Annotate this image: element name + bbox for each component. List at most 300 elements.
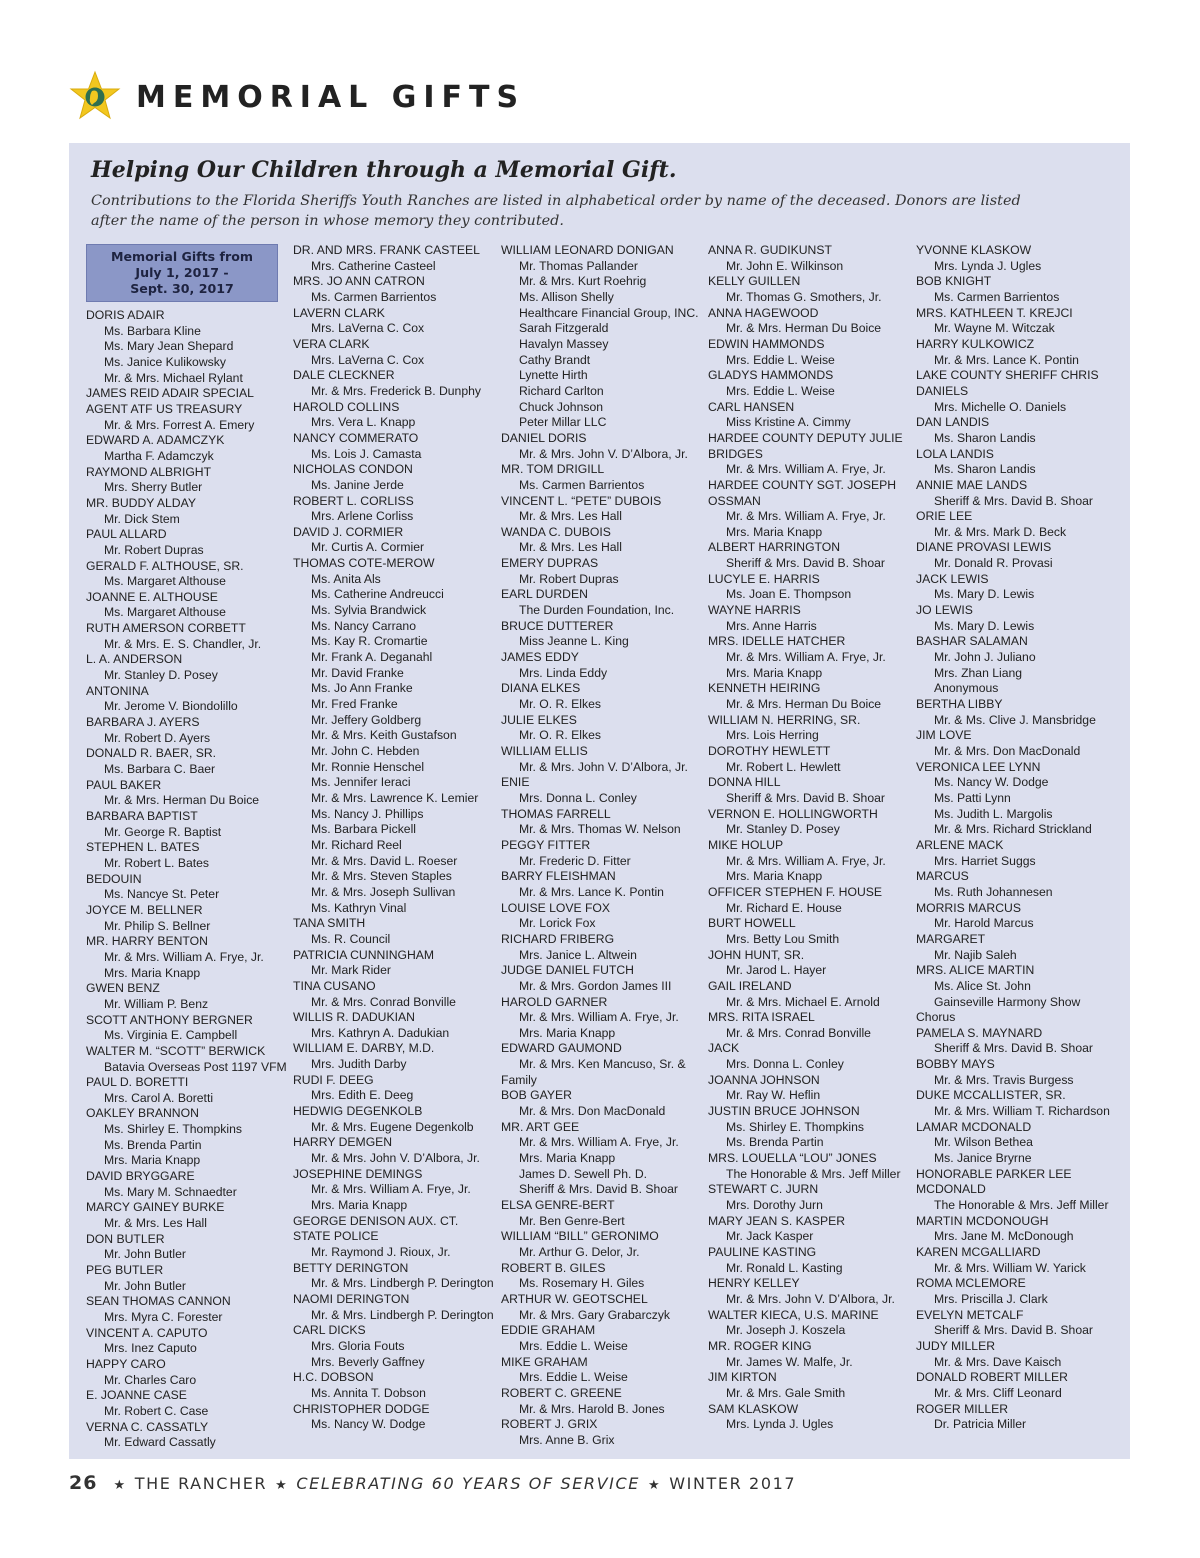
donor-name: Ms. Anita Als xyxy=(311,571,381,586)
honoree-name: GEORGE DENISON AUX. CT. xyxy=(293,1213,459,1228)
honoree-name: HARRY DEMGEN xyxy=(293,1135,393,1150)
donor-name: Sheriff & Mrs. David B. Shoar xyxy=(519,1182,678,1197)
honoree-name: LAMAR MCDONALD xyxy=(916,1119,1032,1134)
donor-name: Mr. & Mrs. Michael Rylant xyxy=(104,370,243,385)
donor-name: The Durden Foundation, Inc. xyxy=(519,603,675,618)
donor-name: Mr. Najib Saleh xyxy=(934,947,1017,962)
donor-name: Mrs. Gloria Fouts xyxy=(311,1338,405,1353)
donor-name: The Honorable & Mrs. Jeff Miller xyxy=(934,1198,1109,1213)
donor-name: Mrs. Sherry Butler xyxy=(104,480,203,495)
honoree-name: STEWART C. JURN xyxy=(708,1182,819,1197)
donor-name: Mr. & Mrs. Herman Du Boice xyxy=(726,697,882,712)
honoree-name: LAVERN CLARK xyxy=(293,305,385,320)
donor-name: Ms. Annita T. Dobson xyxy=(311,1385,426,1400)
donor-name: Mrs. Michelle O. Daniels xyxy=(934,399,1067,414)
donor-name: Mrs. Harriet Suggs xyxy=(934,853,1036,868)
donor-name: Mrs. Lois Herring xyxy=(726,728,819,743)
honoree-name: HARRY KULKOWICZ xyxy=(916,336,1035,351)
donor-name: Mr. Frank A. Deganahl xyxy=(311,650,433,665)
donor-name: Mrs. Zhan Liang xyxy=(934,665,1023,680)
honoree-name: NANCY COMMERATO xyxy=(293,430,419,445)
honoree-name: PAUL ALLARD xyxy=(86,527,167,542)
honoree-name: JACK LEWIS xyxy=(916,571,989,586)
donor-name: Mrs. Lynda J. Ugles xyxy=(726,1417,834,1432)
donor-name: Mr. & Mrs. Ken Mancuso, Sr. & xyxy=(519,1057,686,1072)
honoree-name: ROBERT B. GILES xyxy=(501,1260,606,1275)
donor-name: Mr. & Mrs. Eugene Degenkolb xyxy=(311,1119,474,1134)
memorial-gifts-panel xyxy=(69,143,1130,1459)
donor-name: Ms. Carmen Barrientos xyxy=(519,477,645,492)
donor-name: Dr. Patricia Miller xyxy=(934,1417,1027,1432)
donor-name: Mr. & Mrs. Mark D. Beck xyxy=(934,524,1067,539)
honoree-name: RUTH AMERSON CORBETT xyxy=(86,621,246,636)
donor-name: Sarah Fitzgerald xyxy=(519,321,609,336)
donor-name: Mr. & Mrs. Forrest A. Emery xyxy=(104,417,255,432)
honoree-name: ROBERT C. GREENE xyxy=(501,1385,622,1400)
memorial-column-2 xyxy=(293,243,498,1433)
honoree-name: MR. ROGER KING xyxy=(708,1338,812,1353)
donor-name: Mrs. Inez Caputo xyxy=(104,1341,197,1356)
donor-name: Mr. & Mrs. Travis Burgess xyxy=(934,1072,1074,1087)
donor-name: Mr. Wayne M. Witczak xyxy=(934,321,1055,336)
donor-name: Mr. & Mrs. William A. Frye, Jr. xyxy=(726,509,886,524)
honoree-name: DORIS ADAIR xyxy=(86,308,165,322)
honoree-name: PEGGY FITTER xyxy=(501,837,591,852)
donor-name: Ms. Joan E. Thompson xyxy=(726,587,852,602)
donor-name: Mr. & Mrs. Cliff Leonard xyxy=(934,1385,1062,1400)
donor-name: Mr. John Butler xyxy=(104,1278,186,1293)
donor-name-continued: Chorus xyxy=(916,1010,956,1025)
honoree-name: BETTY DERINGTON xyxy=(293,1260,409,1275)
donor-name: Mrs. Eddie L. Weise xyxy=(726,383,835,398)
donor-name: Mrs. Janice L. Altwein xyxy=(519,947,637,962)
donor-name: Mrs. Lynda J. Ugles xyxy=(934,258,1042,273)
donor-name: Mrs. Linda Eddy xyxy=(519,665,608,680)
donor-name: Sheriff & Mrs. David B. Shoar xyxy=(934,1041,1093,1056)
honoree-name: ORIE LEE xyxy=(916,509,973,524)
page-header xyxy=(68,70,525,124)
honoree-name: GWEN BENZ xyxy=(86,981,160,996)
honoree-name: JOYCE M. BELLNER xyxy=(86,902,203,917)
honoree-name: MARCUS xyxy=(916,869,969,884)
honoree-name: JULIE ELKES xyxy=(501,712,577,727)
donor-name: Mr. John C. Hebden xyxy=(311,744,420,758)
honoree-name: DOROTHY HEWLETT xyxy=(708,744,831,758)
donor-name: Cathy Brandt xyxy=(519,352,591,367)
donor-name: Sheriff & Mrs. David B. Shoar xyxy=(934,1323,1093,1338)
honoree-name: RICHARD FRIBERG xyxy=(501,931,615,946)
page-number: 26 xyxy=(69,1472,98,1494)
issue-label: WINTER 2017 xyxy=(669,1474,797,1493)
honoree-name: TINA CUSANO xyxy=(293,978,376,993)
donor-name: Mr. Curtis A. Cormier xyxy=(311,540,425,555)
honoree-name: HONORABLE PARKER LEE xyxy=(916,1166,1072,1181)
donor-name: Ms. Lois J. Camasta xyxy=(311,446,422,461)
honoree-name: YVONNE KLASKOW xyxy=(916,243,1032,257)
donor-name: Ms. Barbara Pickell xyxy=(311,822,416,837)
honoree-name: MRS. RITA ISRAEL xyxy=(708,1010,815,1025)
donor-name: Ms. Patti Lynn xyxy=(934,790,1011,805)
honoree-name: EDWARD A. ADAMCZYK xyxy=(86,433,225,448)
donor-name: Mr. & Mrs. John V. D’Albora, Jr. xyxy=(519,446,688,461)
donor-name: Ms. Kathryn Vinal xyxy=(311,900,407,915)
honoree-name: VERA CLARK xyxy=(293,336,370,351)
donor-name: Mr. Ronnie Henschel xyxy=(311,759,425,774)
honoree-name: BRUCE DUTTERER xyxy=(501,618,614,633)
donor-name: Mr. & Mrs. Lance K. Pontin xyxy=(934,352,1079,367)
donor-name: Mr. & Mrs. Gale Smith xyxy=(726,1385,846,1400)
donor-name: Mr. Richard Reel xyxy=(311,837,402,852)
donor-name: Ms. Brenda Partin xyxy=(726,1135,824,1150)
donor-name: Ms. Judith L. Margolis xyxy=(934,806,1053,821)
honoree-name: PAUL BAKER xyxy=(86,777,162,792)
donor-name: Mr. & Mrs. William A. Frye, Jr. xyxy=(726,462,886,477)
memorial-columns xyxy=(86,243,1126,1453)
donor-name: Mr. Robert Dupras xyxy=(519,571,619,586)
honoree-name: BRIDGES xyxy=(708,446,763,461)
donor-name: Mr. Dick Stem xyxy=(104,511,180,526)
honoree-name: ROMA MCLEMORE xyxy=(916,1276,1026,1291)
honoree-name: WALTER KIECA, U.S. MARINE xyxy=(708,1307,879,1322)
donor-name: Mr. William P. Benz xyxy=(104,996,209,1011)
honoree-name: KENNETH HEIRING xyxy=(708,681,821,696)
donor-name: Ms. Janice Kulikowsky xyxy=(104,354,226,369)
donor-name: Mr. James W. Malfe, Jr. xyxy=(726,1354,853,1369)
donor-name: Mr. & Mrs. Harold B. Jones xyxy=(519,1401,665,1416)
donor-name: Mr. & Mrs. Richard Strickland xyxy=(934,822,1092,837)
panel-headline: Helping Our Children through a Memorial Gift. xyxy=(91,157,677,183)
donor-name: Mrs. Maria Knapp xyxy=(519,1151,616,1166)
donor-name: Mr. Mark Rider xyxy=(311,963,391,978)
donor-name: Mrs. Arlene Corliss xyxy=(311,509,414,524)
donor-name: Ms. Jo Ann Franke xyxy=(311,681,413,696)
page-title: MEMORIAL GIFTS xyxy=(136,79,526,115)
honoree-name: MR. TOM DRIGILL xyxy=(501,462,605,477)
honoree-name: PATRICIA CUNNINGHAM xyxy=(293,947,435,962)
honoree-name: STATE POLICE xyxy=(293,1229,379,1244)
donor-name: Mrs. LaVerna C. Cox xyxy=(311,352,425,367)
donor-name: Mr. Robert Dupras xyxy=(104,542,204,557)
donor-name: Mrs. Maria Knapp xyxy=(726,665,823,680)
honoree-name: VINCENT L. “PETE” DUBOIS xyxy=(501,493,662,508)
donor-name: Mr. Robert C. Case xyxy=(104,1403,209,1418)
donor-name: Ms. Mary D. Lewis xyxy=(934,587,1035,602)
donor-name: Mr. Stanley D. Posey xyxy=(726,822,840,837)
honoree-name: SAM KLASKOW xyxy=(708,1401,799,1416)
donor-name: Mrs. Donna L. Conley xyxy=(726,1057,844,1072)
honoree-name: ANNA HAGEWOOD xyxy=(708,305,819,320)
honoree-name: OAKLEY BRANNON xyxy=(86,1106,199,1121)
donor-name: Mr. & Mrs. Lawrence K. Lemier xyxy=(311,790,479,805)
donor-name: Ms. Jennifer Ieraci xyxy=(311,775,411,790)
donor-name: Mr. Donald R. Provasi xyxy=(934,556,1053,571)
donor-name: Mr. & Mrs. Les Hall xyxy=(519,509,622,524)
donor-name: Ms. Nancy J. Phillips xyxy=(311,806,424,821)
donor-name: Mr. George R. Baptist xyxy=(104,824,222,839)
honoree-name: MARGARET xyxy=(916,931,986,946)
honoree-name: LOUISE LOVE FOX xyxy=(501,900,611,915)
donor-name: Mr. Frederic D. Fitter xyxy=(519,853,631,868)
donor-name: Ms. Nancy Carrano xyxy=(311,618,416,633)
donor-name: Mr. Harold Marcus xyxy=(934,916,1034,931)
donor-name: Mr. Wilson Bethea xyxy=(934,1135,1033,1150)
honoree-name: DON BUTLER xyxy=(86,1231,165,1246)
honoree-name: E. JOANNE CASE xyxy=(86,1388,187,1403)
honoree-name: DONNA HILL xyxy=(708,775,781,790)
donor-name: Havalyn Massey xyxy=(519,336,609,351)
honoree-name: BARBARA J. AYERS xyxy=(86,715,200,730)
donor-name: Mr. & Mrs. Frederick B. Dunphy xyxy=(311,383,481,398)
donor-name: Mr. & Mrs. Keith Gustafson xyxy=(311,728,457,743)
donor-name: Mr. & Mrs. Lance K. Pontin xyxy=(519,884,664,899)
donor-name: Ms. Nancy W. Dodge xyxy=(311,1417,426,1432)
donor-name: Mrs. LaVerna C. Cox xyxy=(311,321,425,336)
honoree-name: WILLIS R. DADUKIAN xyxy=(293,1010,415,1025)
honoree-name: PAULINE KASTING xyxy=(708,1245,817,1259)
donor-name: Mr. Jerome V. Biondolillo xyxy=(104,699,238,714)
donor-name: Mr. & Mrs. Conrad Bonville xyxy=(311,994,456,1009)
donor-name: Miss Jeanne L. King xyxy=(519,634,629,649)
honoree-name: KELLY GUILLEN xyxy=(708,274,801,289)
donor-name: Mr. John J. Juliano xyxy=(934,650,1036,665)
donor-name: Mr. & Mrs. Gary Grabarczyk xyxy=(519,1307,671,1322)
donor-name: The Honorable & Mrs. Jeff Miller xyxy=(726,1166,901,1181)
donor-name: Ms. Catherine Andreucci xyxy=(311,587,444,602)
honoree-name: THOMAS FARRELL xyxy=(501,806,611,821)
honoree-name: MRS. JO ANN CATRON xyxy=(293,274,425,289)
donor-name: Martha F. Adamczyk xyxy=(104,448,214,463)
donor-name: Ms. Nancy W. Dodge xyxy=(934,775,1049,790)
donor-name: Mr. O. R. Elkes xyxy=(519,728,601,743)
honoree-name: HENRY KELLEY xyxy=(708,1276,800,1291)
honoree-name: JO LEWIS xyxy=(916,603,973,618)
honoree-name: MORRIS MARCUS xyxy=(916,900,1021,915)
donor-name: Mrs. Jane M. McDonough xyxy=(934,1229,1074,1244)
honoree-name: HAROLD GARNER xyxy=(501,994,608,1009)
donor-name: Mr. & Mrs. Les Hall xyxy=(519,540,622,555)
honoree-name: ARTHUR W. GEOTSCHEL xyxy=(501,1291,648,1306)
donor-name: Ms. Kay R. Cromartie xyxy=(311,634,428,649)
donor-name: Mr. & Mrs. John V. D’Albora, Jr. xyxy=(726,1291,895,1306)
honoree-name: LOLA LANDIS xyxy=(916,446,994,461)
honoree-name: BOB KNIGHT xyxy=(916,274,992,289)
donor-name: Ms. Barbara C. Baer xyxy=(104,762,216,777)
donor-name: Mr. Lorick Fox xyxy=(519,916,596,931)
donor-name: Anonymous xyxy=(934,681,999,696)
honoree-name: WILLIAM N. HERRING, SR. xyxy=(708,712,861,727)
honoree-name: JUSTIN BRUCE JOHNSON xyxy=(708,1104,860,1119)
donor-name: Mr. & Mrs. Joseph Sullivan xyxy=(311,884,456,899)
donor-name: Ms. Nancye St. Peter xyxy=(104,887,220,902)
honoree-name: CARL HANSEN xyxy=(708,399,795,414)
donor-name: Mr. & Mrs. William A. Frye, Jr. xyxy=(726,650,886,665)
donor-name: Chuck Johnson xyxy=(519,399,604,414)
donor-name: Mr. Philip S. Bellner xyxy=(104,918,211,933)
donor-name: Mr. & Ms. Clive J. Mansbridge xyxy=(934,712,1096,727)
donor-name: Mr. Jarod L. Hayer xyxy=(726,963,827,978)
honoree-name: JOSEPHINE DEMINGS xyxy=(293,1166,423,1181)
honoree-name: NAOMI DERINGTON xyxy=(293,1291,410,1306)
donor-name: Lynette Hirth xyxy=(519,368,588,383)
honoree-name: ARLENE MACK xyxy=(916,837,1004,852)
donor-name: Mr. Robert L. Bates xyxy=(104,855,209,870)
honoree-name: MIKE HOLUP xyxy=(708,837,784,852)
honoree-name: BARBARA BAPTIST xyxy=(86,809,198,823)
donor-name: Ms. Carmen Barrientos xyxy=(311,289,437,304)
donor-name: Mrs. Catherine Casteel xyxy=(311,258,436,273)
donor-name: Ms. Shirley E. Thompkins xyxy=(726,1119,864,1134)
honoree-name: ELSA GENRE-BERT xyxy=(501,1198,615,1213)
honoree-name: MRS. LOUELLA “LOU” JONES xyxy=(708,1151,877,1166)
honoree-name: WALTER M. “SCOTT” BERWICK xyxy=(86,1043,266,1058)
honoree-name: RUDI F. DEEG xyxy=(293,1072,374,1087)
honoree-name: BOB GAYER xyxy=(501,1088,572,1103)
honoree-name: HAPPY CARO xyxy=(86,1356,166,1371)
donor-name: Mr. & Mrs. Lindbergh P. Derington xyxy=(311,1307,494,1322)
donor-name: Ms. Alice St. John xyxy=(934,978,1031,993)
honoree-name: DAN LANDIS xyxy=(916,415,990,430)
honoree-name: SCOTT ANTHONY BERGNER xyxy=(86,1012,253,1027)
donor-name: Mr. & Mrs. William A. Frye, Jr. xyxy=(519,1010,679,1025)
donor-name: Ms. R. Council xyxy=(311,931,391,946)
honoree-name: MCDONALD xyxy=(916,1182,986,1197)
donor-name: Mr. Robert L. Hewlett xyxy=(726,759,841,774)
donor-name: Mr. Thomas G. Smothers, Jr. xyxy=(726,289,882,304)
donor-name: Mrs. Donna L. Conley xyxy=(519,790,637,805)
honoree-name: KAREN MCGALLIARD xyxy=(916,1245,1041,1259)
honoree-name: EDWARD GAUMOND xyxy=(501,1041,622,1056)
honoree-name: MRS. KATHLEEN T. KREJCI xyxy=(916,305,1073,320)
donor-name: Mr. David Franke xyxy=(311,665,404,680)
honoree-name: JOHN HUNT, SR. xyxy=(708,947,805,962)
donor-name: Sheriff & Mrs. David B. Shoar xyxy=(726,556,885,571)
donor-name: Ms. Margaret Althouse xyxy=(104,605,226,620)
honoree-name: JOANNA JOHNSON xyxy=(708,1072,820,1087)
donor-name: Ms. Brenda Partin xyxy=(104,1137,202,1152)
star-separator: ★ xyxy=(647,1478,662,1493)
donor-name: Mr. & Mrs. William T. Richardson xyxy=(934,1104,1110,1119)
honoree-name: MRS. IDELLE HATCHER xyxy=(708,634,846,649)
honoree-name: ROBERT J. GRIX xyxy=(501,1417,598,1432)
donor-name: Ms. Janine Jerde xyxy=(311,477,404,492)
honoree-name: MIKE GRAHAM xyxy=(501,1354,588,1369)
honoree-name: DALE CLECKNER xyxy=(293,368,395,383)
honoree-name: LAKE COUNTY SHERIFF CHRIS xyxy=(916,368,1099,383)
donor-name: Ms. Margaret Althouse xyxy=(104,574,226,589)
honoree-name: RAYMOND ALBRIGHT xyxy=(86,464,212,479)
donor-name: Ms. Sharon Landis xyxy=(934,462,1036,477)
donor-name: Mr. & Mrs. John V. D’Albora, Jr. xyxy=(519,759,688,774)
donor-name: Mr. Raymond J. Rioux, Jr. xyxy=(311,1245,451,1259)
donor-name: Mr. Edward Cassatly xyxy=(104,1435,216,1450)
honoree-name: PEG BUTLER xyxy=(86,1263,164,1278)
honoree-name: JAMES REID ADAIR SPECIAL xyxy=(86,386,254,401)
honoree-name: JAMES EDDY xyxy=(501,650,579,665)
donor-name: Ms. Sylvia Brandwick xyxy=(311,603,427,618)
honoree-name: VERNA C. CASSATLY xyxy=(86,1419,209,1434)
donor-name: Mrs. Vera L. Knapp xyxy=(311,415,416,430)
honoree-name: DANIEL DORIS xyxy=(501,430,587,445)
honoree-name: L. A. ANDERSON xyxy=(86,652,183,667)
honoree-name: MR. BUDDY ALDAY xyxy=(86,495,196,510)
donor-name: Miss Kristine A. Cimmy xyxy=(726,415,851,430)
donor-name: Gainseville Harmony Show xyxy=(934,994,1081,1009)
donor-name: Mr. Arthur G. Delor, Jr. xyxy=(519,1245,640,1259)
honoree-name: BARRY FLEISHMAN xyxy=(501,869,616,884)
donor-name: Mr. Ronald L. Kasting xyxy=(726,1260,843,1275)
donor-name: Ms. Mary Jean Shepard xyxy=(104,339,234,354)
donor-name: Mr. John E. Wilkinson xyxy=(726,258,844,273)
donor-name: Mrs. Judith Darby xyxy=(311,1057,407,1072)
donor-name: Mrs. Maria Knapp xyxy=(726,869,823,884)
donor-name: Mr. Ray W. Heflin xyxy=(726,1088,821,1103)
donor-name: Mr. O. R. Elkes xyxy=(519,697,601,712)
donor-name: Mr. & Mrs. William A. Frye, Jr. xyxy=(104,949,264,964)
honoree-name: SEAN THOMAS CANNON xyxy=(86,1294,231,1309)
honoree-name: VERONICA LEE LYNN xyxy=(916,759,1041,774)
donor-name: Ms. Shirley E. Thompkins xyxy=(104,1122,242,1137)
donor-name: Mr. Jeffery Goldberg xyxy=(311,712,422,727)
honoree-name: HARDEE COUNTY DEPUTY JULIE xyxy=(708,430,903,445)
honoree-name: MARY JEAN S. KASPER xyxy=(708,1213,846,1228)
memorial-column-1 xyxy=(86,243,291,1451)
honoree-name: MR. HARRY BENTON xyxy=(86,934,208,949)
honoree-name: BERTHA LIBBY xyxy=(916,697,1003,712)
honoree-name: DAVID BRYGGARE xyxy=(86,1169,195,1184)
honoree-name: BASHAR SALAMAN xyxy=(916,634,1028,649)
honoree-name: H.C. DOBSON xyxy=(293,1370,374,1385)
donor-name: Mr. John Butler xyxy=(104,1247,186,1262)
range-line-3: Sept. 30, 2017 xyxy=(130,281,234,296)
donor-name: Mr. Thomas Pallander xyxy=(519,258,638,273)
donor-name: Ms. Ruth Johannesen xyxy=(934,884,1053,899)
donor-name: Ms. Virginia E. Campbell xyxy=(104,1028,238,1043)
donor-name: Mr. & Mrs. Herman Du Boice xyxy=(104,793,260,808)
honoree-name: PAMELA S. MAYNARD xyxy=(916,1025,1043,1040)
honoree-name: JUDY MILLER xyxy=(916,1338,996,1353)
donor-name: Mrs. Maria Knapp xyxy=(519,1025,616,1040)
donor-name-continued: Family xyxy=(501,1072,537,1087)
honoree-name: GAIL IRELAND xyxy=(708,978,792,993)
honoree-name: DIANA ELKES xyxy=(501,681,581,696)
star-separator: ★ xyxy=(113,1478,127,1493)
donor-name: Mr. Jack Kasper xyxy=(726,1229,814,1244)
donor-name: Mrs. Anne Harris xyxy=(726,618,817,633)
donor-name: Mrs. Eddie L. Weise xyxy=(726,352,835,367)
donor-name: Mr. & Mrs. Steven Staples xyxy=(311,869,452,884)
honoree-name: JOANNE E. ALTHOUSE xyxy=(86,589,218,604)
donor-name: Ms. Allison Shelly xyxy=(519,289,614,304)
donor-name: Mr. & Mrs. William A. Frye, Jr. xyxy=(519,1135,679,1150)
donor-name: Mr. Stanley D. Posey xyxy=(104,668,218,683)
honoree-name: ALBERT HARRINGTON xyxy=(708,540,841,555)
honoree-name: BURT HOWELL xyxy=(708,916,796,931)
donor-name: Ms. Mary D. Lewis xyxy=(934,618,1035,633)
honoree-name: LUCYLE E. HARRIS xyxy=(708,571,820,586)
donor-name: Mr. Robert D. Ayers xyxy=(104,730,211,745)
honoree-name: ENIE xyxy=(501,775,530,790)
donor-name: Mr. & Mrs. William W. Yarick xyxy=(934,1260,1086,1275)
honoree-name: MR. ART GEE xyxy=(501,1119,580,1134)
honoree-name: BEDOUIN xyxy=(86,871,142,886)
memorial-column-4 xyxy=(708,243,913,1433)
donor-name: Mrs. Maria Knapp xyxy=(311,1198,408,1213)
honoree-name: HAROLD COLLINS xyxy=(293,399,400,414)
memorial-column-5 xyxy=(916,243,1121,1433)
honoree-name: MARCY GAINEY BURKE xyxy=(86,1200,225,1215)
honoree-name: EDWIN HAMMONDS xyxy=(708,336,825,351)
honoree-name: ROBERT L. CORLISS xyxy=(293,493,414,508)
